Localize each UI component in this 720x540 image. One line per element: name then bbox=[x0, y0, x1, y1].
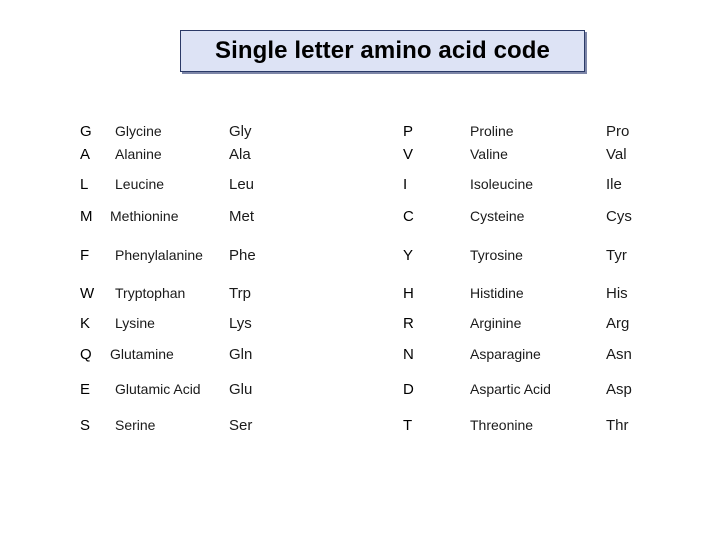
left-amino-acid-name: Glutamic Acid bbox=[115, 381, 201, 397]
left-one-letter-code: M bbox=[80, 208, 93, 225]
right-three-letter-code: Tyr bbox=[606, 247, 627, 264]
left-amino-acid-name: Methionine bbox=[110, 208, 179, 224]
left-amino-acid-name: Alanine bbox=[115, 146, 162, 162]
page-title: Single letter amino acid code bbox=[215, 37, 550, 64]
right-three-letter-code: Thr bbox=[606, 417, 629, 434]
left-three-letter-code: Leu bbox=[229, 176, 255, 193]
left-three-letter-code: Phe bbox=[229, 247, 256, 264]
left-one-letter-code: L bbox=[80, 176, 89, 193]
left-amino-acid-name: Tryptophan bbox=[115, 285, 186, 301]
left-one-letter-code: W bbox=[80, 285, 95, 302]
left-amino-acid-name: Glycine bbox=[115, 123, 162, 139]
left-one-letter-code: E bbox=[80, 381, 91, 398]
left-three-letter-code: Glu bbox=[229, 381, 253, 398]
right-three-letter-code: Val bbox=[606, 146, 627, 163]
right-one-letter-code: V bbox=[403, 146, 414, 163]
right-one-letter-code: N bbox=[403, 346, 414, 363]
right-three-letter-code: Asn bbox=[606, 346, 632, 363]
left-amino-acid-name: Phenylalanine bbox=[115, 247, 203, 263]
right-amino-acid-name: Tyrosine bbox=[470, 247, 523, 263]
right-amino-acid-name: Isoleucine bbox=[470, 176, 534, 192]
left-amino-acid-name: Leucine bbox=[115, 176, 165, 192]
left-three-letter-code: Gly bbox=[229, 123, 252, 140]
left-one-letter-code: G bbox=[80, 123, 92, 140]
title-box bbox=[180, 30, 585, 72]
left-one-letter-code: K bbox=[80, 315, 91, 332]
right-three-letter-code: Asp bbox=[606, 381, 632, 398]
right-one-letter-code: Y bbox=[403, 247, 414, 264]
left-amino-acid-name: Glutamine bbox=[110, 346, 174, 362]
right-amino-acid-name: Arginine bbox=[470, 315, 522, 331]
left-three-letter-code: Ser bbox=[229, 417, 253, 434]
right-amino-acid-name: Histidine bbox=[470, 285, 524, 301]
right-one-letter-code: C bbox=[403, 208, 414, 225]
left-three-letter-code: Trp bbox=[229, 285, 251, 302]
left-three-letter-code: Gln bbox=[229, 346, 253, 363]
right-one-letter-code: H bbox=[403, 285, 414, 302]
left-one-letter-code: S bbox=[80, 417, 91, 434]
right-amino-acid-name: Proline bbox=[470, 123, 514, 139]
right-three-letter-code: Cys bbox=[606, 208, 632, 225]
left-one-letter-code: Q bbox=[80, 346, 92, 363]
right-three-letter-code: His bbox=[606, 285, 628, 302]
right-three-letter-code: Arg bbox=[606, 315, 630, 332]
right-one-letter-code: I bbox=[403, 176, 408, 193]
right-one-letter-code: P bbox=[403, 123, 414, 140]
right-three-letter-code: Ile bbox=[606, 176, 622, 193]
right-amino-acid-name: Asparagine bbox=[470, 346, 541, 362]
right-three-letter-code: Pro bbox=[606, 123, 630, 140]
right-one-letter-code: R bbox=[403, 315, 414, 332]
left-three-letter-code: Met bbox=[229, 208, 255, 225]
right-one-letter-code: T bbox=[403, 417, 413, 434]
left-three-letter-code: Lys bbox=[229, 315, 252, 332]
right-one-letter-code: D bbox=[403, 381, 414, 398]
left-one-letter-code: F bbox=[80, 247, 90, 264]
right-amino-acid-name: Threonine bbox=[470, 417, 534, 433]
left-amino-acid-name: Serine bbox=[115, 417, 156, 433]
right-amino-acid-name: Aspartic Acid bbox=[470, 381, 551, 397]
left-three-letter-code: Ala bbox=[229, 146, 251, 163]
right-amino-acid-name: Valine bbox=[470, 146, 508, 162]
left-one-letter-code: A bbox=[80, 146, 91, 163]
left-amino-acid-name: Lysine bbox=[115, 315, 155, 331]
right-amino-acid-name: Cysteine bbox=[470, 208, 525, 224]
